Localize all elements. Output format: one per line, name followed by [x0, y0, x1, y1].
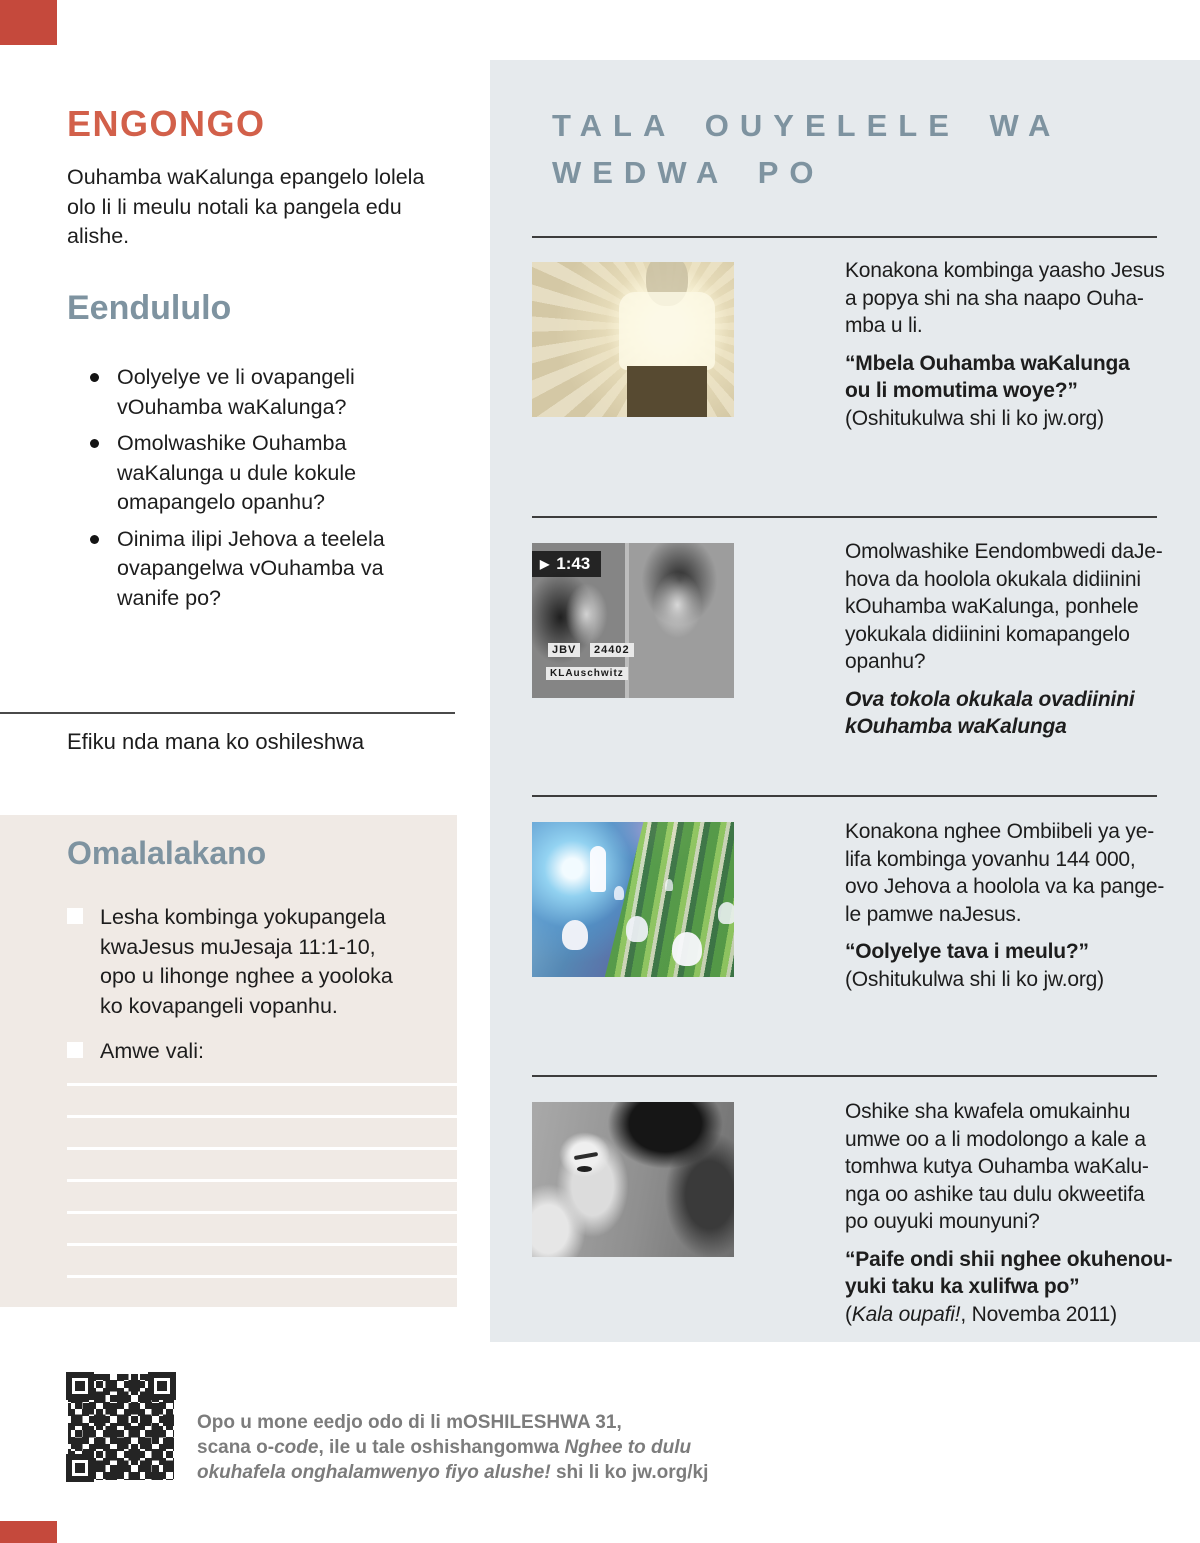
qr-finder-icon: [66, 1454, 94, 1482]
divider: [0, 712, 455, 714]
text-line: nga oo ashike tau dulu okweetifa: [845, 1182, 1145, 1206]
bullet-icon: [90, 439, 99, 448]
goal-item: [67, 1037, 452, 1067]
qr-finder-icon: [148, 1372, 176, 1400]
text-line: Oolyelye ve li ovapangeli: [117, 365, 355, 389]
text-line: Omolwashike Ouhamba: [117, 431, 347, 455]
text-line: tomhwa kutya Ouhamba waKalu-: [845, 1155, 1149, 1178]
discussion-questions-list: [88, 363, 385, 620]
text-line: Ova tokola okukala ovadiinini: [845, 687, 1135, 711]
text-line: mba u li.: [845, 314, 923, 337]
page-edge-tab-top: [0, 0, 57, 45]
discussion-question: [88, 363, 385, 422]
completion-date-label: Efiku nda mana ko oshileshwa: [67, 729, 365, 754]
video-duration: 1:43: [556, 554, 591, 573]
text-line: ou li momutima woye?”: [845, 379, 1078, 402]
text-line: Lesha kombinga yokupangela: [100, 905, 386, 929]
section-title-tala-ouyelele: [552, 102, 1061, 196]
text-line: opanhu?: [845, 650, 926, 673]
text-line: yokukala didiinini komapangelo: [845, 622, 1130, 646]
qr-code: [64, 1370, 178, 1484]
figure-torso: [619, 292, 715, 370]
review-item-text: [845, 818, 1175, 993]
text-line: ovo Jehova a hoolola va ka pange-: [845, 875, 1165, 898]
review-item-text: [845, 1098, 1175, 1328]
text-line: Konakona nghee Ombiibeli ya ye-: [845, 820, 1154, 843]
writing-line: [67, 1179, 457, 1182]
text-line: Konakona kombinga yaasho Jesus: [845, 259, 1165, 282]
divider: [532, 795, 1157, 797]
jesus-figure: [590, 846, 606, 892]
section-title-eendululo: Eendululo: [67, 289, 232, 327]
text-line: alishe.: [67, 224, 130, 248]
text-line: hova da hoolola okukala didiinini: [845, 567, 1141, 591]
goal-checkbox[interactable]: [67, 908, 83, 924]
text-line: Oshike sha kwafela omukainhu: [845, 1100, 1131, 1123]
divider: [532, 236, 1157, 238]
article-title-quote: [845, 350, 1175, 405]
engongo-paragraph: [67, 163, 424, 252]
footer-instructions: [197, 1410, 708, 1485]
white-robed-figures: [562, 920, 588, 950]
figure-legs: [627, 366, 707, 417]
bullet-icon: [90, 373, 99, 382]
text-line: TALA OUYELELE WA: [552, 108, 1062, 143]
divider: [532, 1075, 1157, 1077]
text-line: kOuhamba waKalunga: [845, 715, 1067, 738]
writing-line: [67, 1115, 457, 1118]
text-line: “Paife ondi shii nghee okuhenou-: [845, 1247, 1173, 1271]
goal-checkbox[interactable]: [67, 1042, 83, 1058]
writing-line: [67, 1083, 457, 1086]
text-line: yuki taku ka xulifwa po”: [845, 1275, 1080, 1298]
section-title-omalalakano: Omalalakano: [67, 835, 267, 871]
text-line: wanife po?: [117, 585, 221, 610]
photo-woman-portrait: [532, 1102, 734, 1257]
article-title-quote: [845, 938, 1175, 966]
text-line: Ouhamba waKalunga epangelo lolela: [67, 165, 425, 189]
text-line: a popya shi na sha naapo Ouha-: [845, 286, 1144, 310]
discussion-question: [88, 525, 385, 614]
writing-line: [67, 1275, 457, 1278]
video-title: [845, 686, 1175, 741]
video-duration-badge: [532, 551, 601, 577]
thrones-rows: [605, 822, 734, 977]
bullet-icon: [90, 535, 99, 544]
text-line: vOuhamba waKalunga?: [117, 394, 347, 419]
source-reference: (Oshitukulwa shi li ko jw.org): [845, 967, 1104, 991]
prisoner-number-plate: 24402: [590, 643, 634, 657]
writing-line: [67, 1211, 457, 1214]
camp-name-plate: KLAuschwitz: [546, 667, 628, 680]
text-line: okuhafela onghalamwenyo fiyo alushe! shi li ko jw.org/kj: [197, 1462, 709, 1483]
illustration-heavenly-thrones: [532, 822, 734, 977]
article-title-quote: [845, 1246, 1175, 1301]
qr-finder-icon: [66, 1372, 94, 1400]
goals-box: [0, 815, 457, 1307]
text-line: opo u lihonge nghee a yooloka: [100, 964, 393, 988]
text-line: “Mbela Ouhamba waKalunga: [845, 351, 1130, 375]
text-line: kwaJesus muJesaja 11:1-10,: [100, 934, 376, 959]
text-line: scana o-code, ile u tale oshishangomwa Nghee to dulu: [197, 1437, 692, 1458]
review-item-text: [845, 538, 1175, 741]
writing-line: [67, 1243, 457, 1246]
video-thumbnail-prisoner-mugshot[interactable]: [532, 543, 734, 698]
portrait-brow: [574, 1152, 598, 1160]
writing-line: [67, 1147, 457, 1150]
review-item-text: [845, 257, 1175, 432]
magazine-title: Kala oupafi!: [851, 1302, 961, 1326]
text-line: olo li li meulu notali ka pangela edu: [67, 194, 402, 219]
divider: [532, 516, 1157, 518]
text-line: le pamwe naJesus.: [845, 902, 1022, 926]
text-line: Amwe vali:: [100, 1039, 204, 1063]
source-reference: (Kala oupafi!, Novemba 2011): [845, 1302, 1117, 1326]
goal-item: [67, 903, 452, 1021]
section-title-engongo: ENGONGO: [67, 103, 266, 144]
text-line: Omolwashike Eendombwedi daJe-: [845, 540, 1163, 563]
text-line: waKalunga u dule kokule: [117, 460, 357, 485]
page-edge-tab-bottom: [0, 1521, 57, 1543]
text-line: omapangelo opanhu?: [117, 490, 326, 514]
illustration-man-glowing-heart: [532, 262, 734, 417]
play-icon: ▶: [540, 557, 550, 571]
text-line: ko kovapangeli vopanhu.: [100, 993, 338, 1018]
prisoner-plate: JBV: [548, 643, 580, 657]
text-line: Oinima ilipi Jehova a teelela: [117, 526, 385, 551]
portrait-eye: [577, 1166, 592, 1172]
text-line: kOuhamba waKalunga, ponhele: [845, 595, 1139, 618]
text-line: “Oolyelye tava i meulu?”: [845, 940, 1089, 963]
source-reference: (Oshitukulwa shi li ko jw.org): [845, 406, 1104, 430]
text-line: po ouyuki mounyuni?: [845, 1210, 1040, 1233]
review-panel: [490, 60, 1200, 1342]
text-line: Opo u mone eedjo odo di li mOSHILESHWA 31,: [197, 1412, 622, 1433]
text-line: ovapangelwa vOuhamba va: [117, 556, 384, 580]
discussion-question: [88, 429, 385, 518]
text-line: umwe oo a li modolongo a kale a: [845, 1127, 1146, 1151]
text-line: lifa kombinga yovanhu 144 000,: [845, 847, 1136, 871]
text-line: WEDWA PO: [552, 155, 825, 190]
